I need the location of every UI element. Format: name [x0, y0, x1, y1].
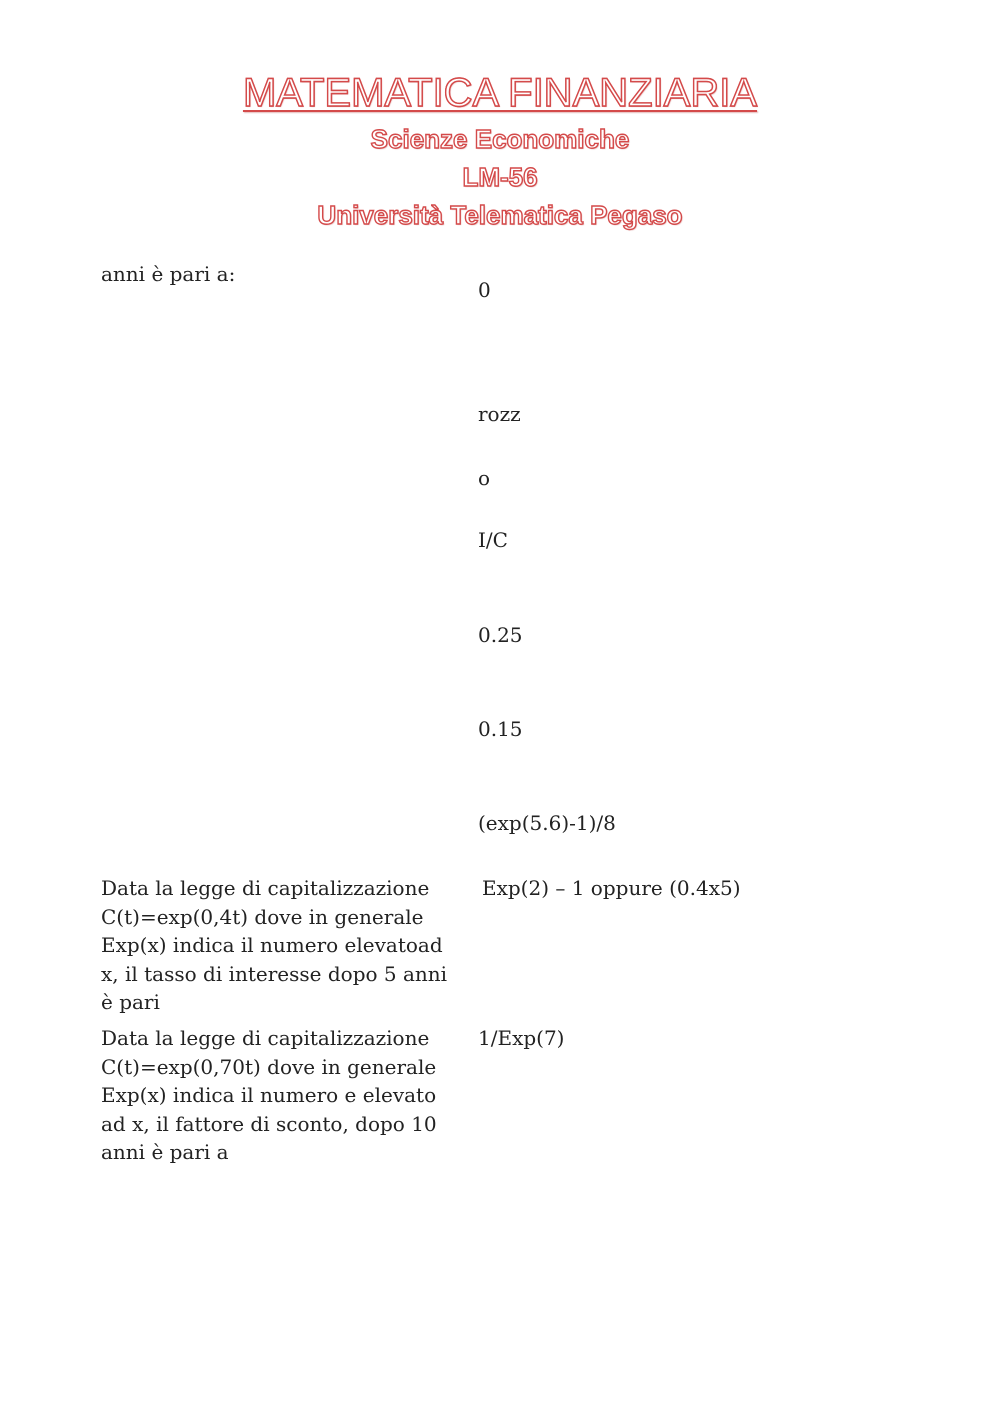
answer-text: 1/Exp(7) — [478, 1026, 565, 1050]
question-text: anni è pari a: — [101, 262, 236, 286]
answer-text: (exp(5.6)-1)/8 — [478, 811, 616, 835]
course-code: LM-56 — [462, 162, 538, 192]
course-name: Scienze Economiche — [370, 124, 630, 154]
answer-text: 0 — [478, 278, 491, 302]
answer-text: 0.25 — [478, 623, 523, 647]
question-text: Data la legge di capitalizzazione C(t)=exp(0,70t) dove in generale Exp(x) indica il numero e elevato ad x, il fattore di sconto, dopo 10 anni è pari a — [101, 1026, 437, 1164]
document-header — [0, 66, 1000, 234]
answer-text: I/C — [478, 528, 508, 552]
question-text: Data la legge di capitalizzazione C(t)=exp(0,4t) dove in generale Exp(x) indica il numero elevatoad x, il tasso di interesse dopo 5 anni è pari — [101, 876, 448, 1014]
university-name: Università Telematica Pegaso — [317, 200, 683, 230]
document-title: MATEMATICA FINANZIARIA — [242, 71, 758, 115]
answer-text: o — [478, 466, 491, 490]
answer-text: Exp(2) – 1 oppure (0.4x5) — [482, 876, 741, 900]
answer-text: rozz — [478, 402, 521, 426]
answer-text: 0.15 — [478, 717, 523, 741]
